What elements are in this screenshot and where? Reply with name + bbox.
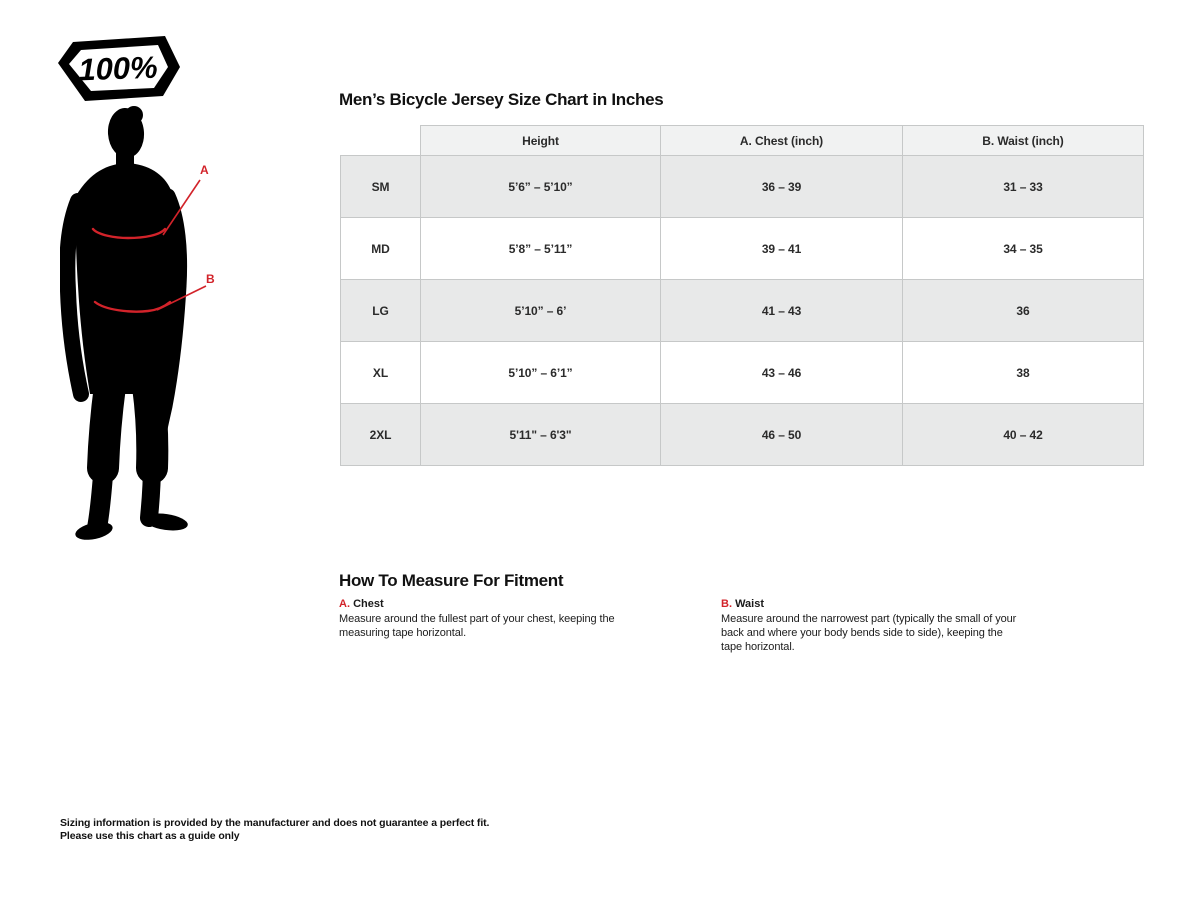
size-cell: LG (341, 280, 421, 342)
brand-logo-100percent (58, 35, 180, 103)
logo-text: 100% (77, 49, 159, 88)
disclaimer-line-1: Sizing information is provided by the manufacturer and does not guarantee a perfect fit. (60, 817, 490, 829)
header-cell-height: Height (421, 126, 661, 156)
label-a: A (200, 163, 209, 177)
disclaimer-line-2: Please use this chart as a guide only (60, 829, 240, 842)
height-cell: 5’6” – 5’10” (421, 156, 661, 218)
chest-cell: 36 – 39 (661, 156, 903, 218)
sizing-disclaimer (60, 817, 489, 842)
header-cell-blank (341, 126, 421, 156)
chest-cell: 41 – 43 (661, 280, 903, 342)
table-header-row (341, 126, 1144, 156)
chest-label (339, 598, 644, 610)
table-row (341, 218, 1144, 280)
chest-cell: 46 – 50 (661, 404, 903, 466)
waist-label-letter: B. (721, 598, 732, 610)
chest-cell: 43 – 46 (661, 342, 903, 404)
waist-cell: 31 – 33 (903, 156, 1144, 218)
body-silhouette (67, 106, 189, 543)
size-cell: 2XL (341, 404, 421, 466)
figure-svg (60, 106, 220, 546)
height-cell: 5’10” – 6’1” (421, 342, 661, 404)
table-row (341, 342, 1144, 404)
header-cell-chest: A. Chest (inch) (661, 126, 903, 156)
waist-cell: 38 (903, 342, 1144, 404)
chest-instructions: Measure around the fullest part of your chest, keeping the measuring tape horizontal. (339, 613, 615, 639)
page-title: Men’s Bicycle Jersey Size Chart in Inches (339, 90, 664, 109)
size-chart-table (340, 125, 1144, 466)
chest-label-text: Chest (353, 598, 384, 610)
hexagon-badge-icon (58, 35, 180, 103)
height-cell: 5’10” – 6’ (421, 280, 661, 342)
measure-chest-block (339, 598, 644, 640)
chest-label-letter: A. (339, 598, 350, 610)
waist-label (721, 598, 1026, 610)
header-cell-waist: B. Waist (inch) (903, 126, 1144, 156)
size-cell: MD (341, 218, 421, 280)
waist-cell: 36 (903, 280, 1144, 342)
waist-cell: 34 – 35 (903, 218, 1144, 280)
chest-cell: 39 – 41 (661, 218, 903, 280)
size-cell: XL (341, 342, 421, 404)
waist-label-text: Waist (735, 598, 764, 610)
table-row (341, 280, 1144, 342)
waist-cell: 40 – 42 (903, 404, 1144, 466)
height-cell: 5'11" – 6'3" (421, 404, 661, 466)
height-cell: 5’8” – 5’11” (421, 218, 661, 280)
label-b: B (206, 272, 215, 286)
table-row (341, 156, 1144, 218)
measure-waist-block (721, 598, 1026, 654)
size-cell: SM (341, 156, 421, 218)
measure-section-title: How To Measure For Fitment (339, 571, 564, 590)
table-row (341, 404, 1144, 466)
waist-instructions: Measure around the narrowest part (typically the small of your back and where your body bends side to side), keeping the tape horizontal. (721, 613, 1017, 653)
male-figure-silhouette (60, 106, 220, 546)
